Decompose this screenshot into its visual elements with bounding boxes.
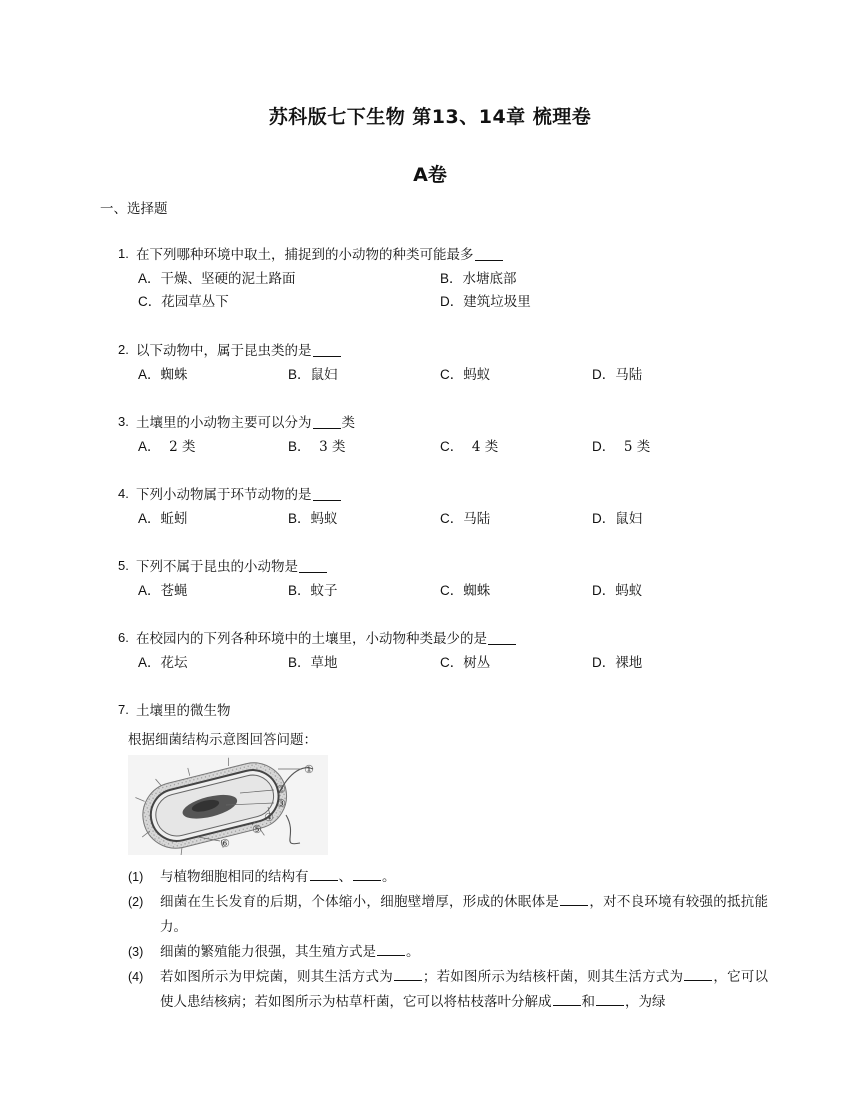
question-number: 6.	[118, 629, 129, 645]
question-7	[118, 698, 778, 720]
option-a: A．蚯蚓	[138, 511, 188, 527]
sub-text: 、	[338, 869, 352, 885]
option-a: A．苍蝇	[138, 583, 188, 599]
document-subtitle: A卷	[413, 164, 447, 186]
option-b: B．草地	[288, 655, 338, 671]
label-5: ⑤	[252, 823, 262, 836]
sub-number: (4)	[128, 970, 144, 984]
answer-blank	[684, 966, 712, 981]
question-6	[118, 626, 778, 672]
question-text: 下列不属于昆虫的小动物是	[136, 559, 298, 575]
sub-text: 。	[406, 944, 420, 960]
label-2: ②	[276, 783, 286, 796]
sub-text: ，为绿	[625, 994, 666, 1010]
answer-blank	[377, 941, 405, 956]
answer-blank	[313, 414, 341, 429]
option-b: B． 3 类	[288, 439, 346, 455]
option-b: B．蚊子	[288, 583, 338, 599]
option-a: A．干燥、坚硬的泥土路面	[138, 271, 296, 287]
question-text-suffix: 类	[341, 415, 355, 431]
document-title: 苏科版七下生物 第13、14章 梳理卷	[268, 106, 592, 128]
label-4: ④	[264, 811, 274, 824]
question-number: 2.	[118, 341, 129, 357]
answer-blank	[313, 486, 341, 501]
question-number: 5.	[118, 557, 129, 573]
option-a: A．蜘蛛	[138, 367, 188, 383]
sub-text: 与植物细胞相同的结构有	[160, 869, 309, 885]
question-text: 以下动物中，属于昆虫类的是	[136, 343, 312, 359]
sub-question-3	[128, 940, 768, 965]
sub-text: 若如图所示为甲烷菌，则其生活方式为	[160, 969, 393, 985]
bacterium-diagram	[128, 755, 328, 855]
sub-text: 细菌的繁殖能力很强，其生殖方式是	[160, 944, 376, 960]
sub-text: ；若如图所示为结核杆菌，则其生活方式为	[422, 969, 684, 985]
answer-blank	[313, 342, 341, 357]
option-c: C．蚂蚁	[440, 367, 491, 383]
option-d: D．裸地	[592, 655, 643, 671]
option-b: B．蚂蚁	[288, 511, 338, 527]
sub-question-1	[128, 865, 768, 890]
option-d: D．蚂蚁	[592, 583, 643, 599]
answer-blank	[560, 891, 588, 906]
question-text: 在下列哪种环境中取土，捕捉到的小动物的种类可能最多	[136, 247, 474, 263]
sub-number: (1)	[128, 870, 144, 884]
option-d: D．建筑垃圾里	[440, 294, 531, 310]
question-number: 7.	[118, 701, 129, 717]
answer-blank	[475, 246, 503, 261]
option-c: C．蜘蛛	[440, 583, 491, 599]
answer-blank	[310, 866, 338, 881]
answer-blank	[394, 966, 422, 981]
sub-text: ，它可以使人患结核病；若如图所示为枯草杆菌，它可以将枯枝落叶分解成	[160, 969, 769, 1010]
label-6: ⑥	[220, 837, 230, 850]
sub-number: (3)	[128, 945, 144, 959]
sub-text: 。	[382, 869, 396, 885]
question-text: 土壤里的小动物主要可以分为	[136, 415, 312, 431]
option-c: C．马陆	[440, 511, 491, 527]
question-text: 下列小动物属于环节动物的是	[136, 487, 312, 503]
answer-blank	[488, 630, 516, 645]
question-text: 在校园内的下列各种环境中的土壤里，小动物种类最少的是	[136, 631, 487, 647]
option-d: D． 5 类	[592, 439, 651, 455]
sub-question-2	[128, 890, 768, 940]
sub-text: 细菌在生长发育的后期，个体缩小，细胞壁增厚，形成的休眠体是	[160, 894, 560, 910]
option-b: B．水塘底部	[440, 271, 517, 287]
question-5	[118, 554, 778, 600]
sub-question-4	[128, 965, 768, 1015]
sub-text: ，对不良环境有较强的抵抗能力。	[160, 894, 769, 935]
option-c: C． 4 类	[440, 439, 499, 455]
question-1	[118, 242, 778, 311]
option-a: A．花坛	[138, 655, 188, 671]
question-number: 3.	[118, 413, 129, 429]
answer-blank	[299, 558, 327, 573]
question-number: 4.	[118, 485, 129, 501]
question-3	[118, 410, 778, 456]
label-1: ①	[304, 763, 314, 776]
question-number: 1.	[118, 245, 129, 261]
question-4	[118, 482, 778, 528]
option-d: D．马陆	[592, 367, 643, 383]
answer-blank	[596, 991, 624, 1006]
q7-intro: 根据细菌结构示意图回答问题：	[128, 732, 317, 748]
label-3: ③	[276, 797, 286, 810]
answer-blank	[353, 866, 381, 881]
option-b: B．鼠妇	[288, 367, 338, 383]
section-heading: 一、选择题	[100, 201, 168, 217]
sub-text: 和	[581, 994, 595, 1010]
answer-blank	[553, 991, 581, 1006]
sub-number: (2)	[128, 895, 144, 909]
question-text: 土壤里的微生物	[136, 703, 231, 719]
option-c: C．树丛	[440, 655, 491, 671]
option-d: D．鼠妇	[592, 511, 643, 527]
question-2	[118, 338, 778, 384]
option-a: A． 2 类	[138, 439, 196, 455]
option-c: C．花园草丛下	[138, 294, 229, 310]
